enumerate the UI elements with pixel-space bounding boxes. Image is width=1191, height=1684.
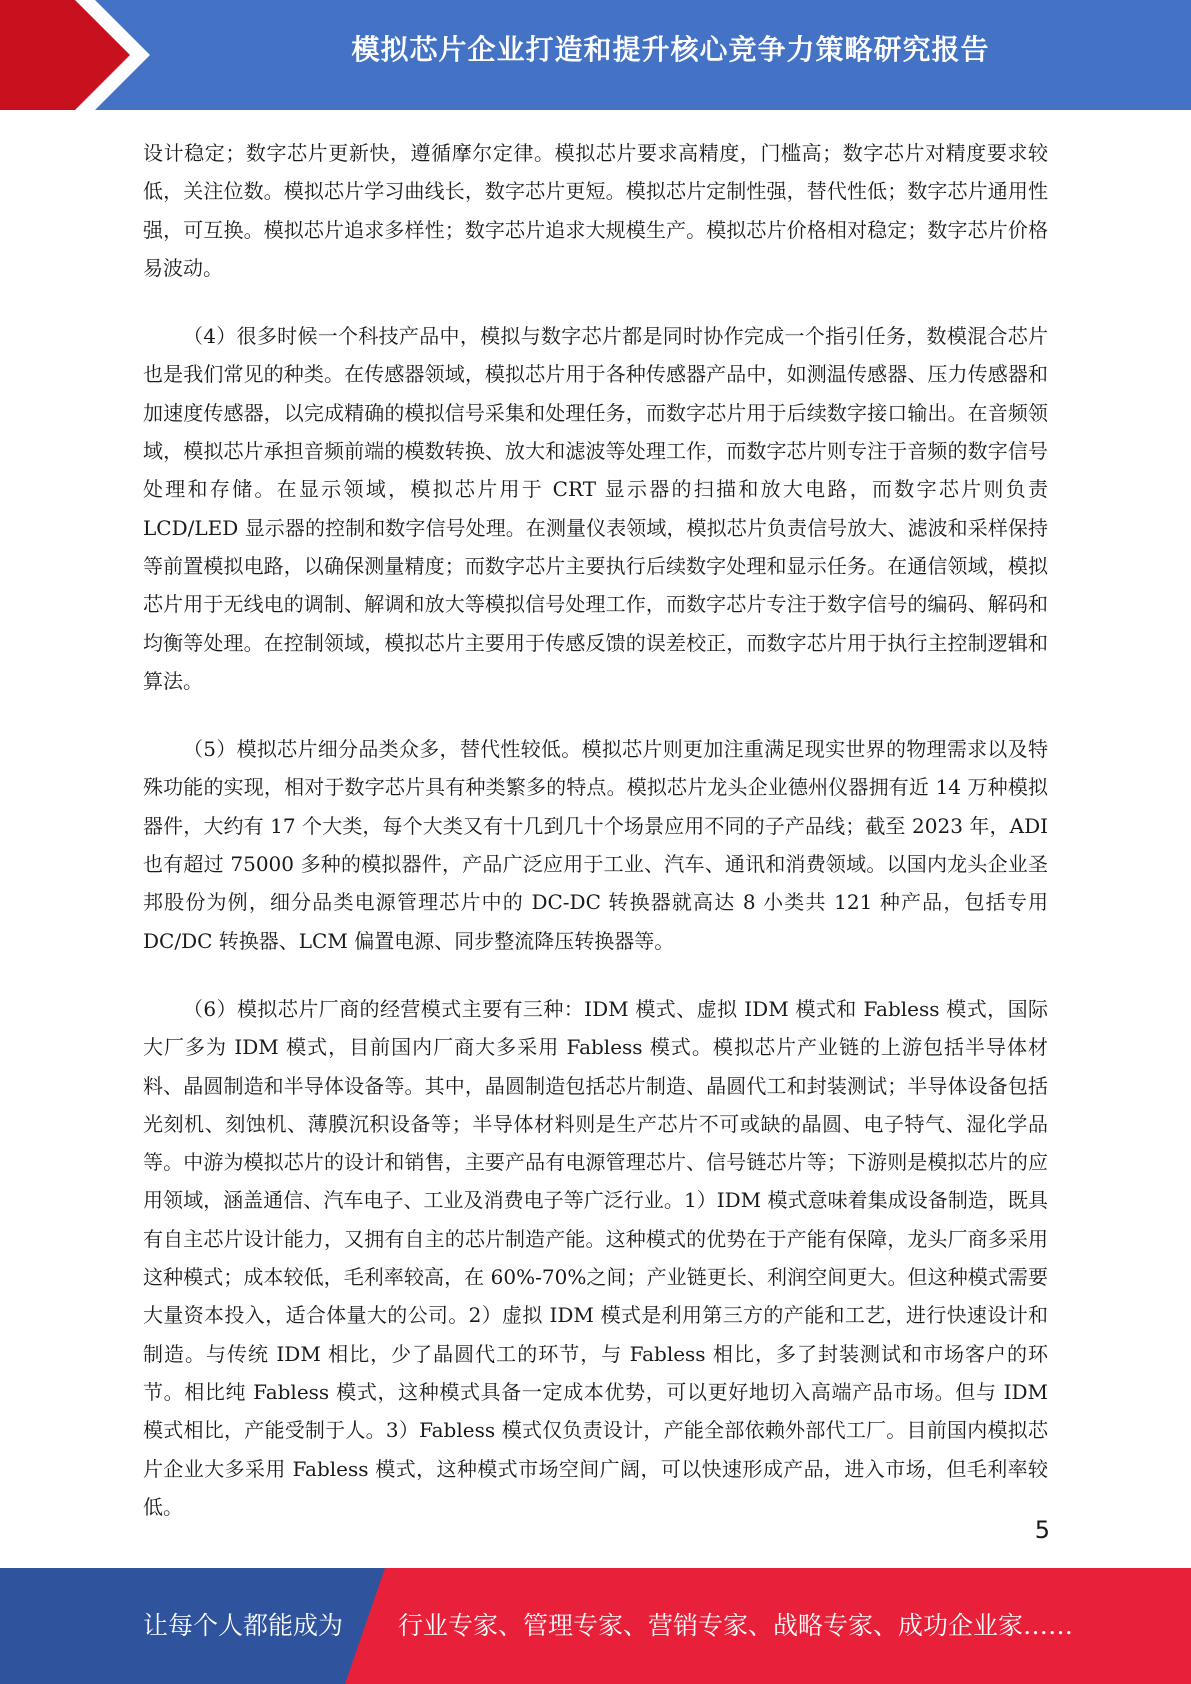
page-footer-banner xyxy=(0,1568,1191,1684)
footer-slogan-left: 让每个人都能成为 xyxy=(143,1611,344,1640)
paragraph-6: （6）模拟芯片厂商的经营模式主要有三种：IDM 模式、虚拟 IDM 模式和 Fabless 模式，国际大厂多为 IDM 模式，目前国内厂商大多采用 Fabless 模式。模拟芯片产业链的上游包括半导体材料、晶圆制造和半导体设备等。其中，晶圆制造包括芯片制造、晶圆代工和封装测试；半导体设备包括光刻机、刻蚀机、薄膜沉积设备等；半导体材料则是生产芯片不可或缺的晶圆、电子特气、湿化学品等。中游为模拟芯片的设计和销售，主要产品有电源管理芯片、信号链芯片等；下游则是模拟芯片的应用领域，涵盖通信、汽车电子、工业及消费电子等广泛行业。1）IDM 模式意味着集成设备制造，既具有自主芯片设计能力，又拥有自主的芯片制造产能。这种模式的优势在于产能有保障，龙头厂商多采用这种模式；成本较低，毛利率较高，在 60%-70%之间；产业链更长、利润空间更大。但这种模式需要大量资本投入，适合体量大的公司。2）虚拟 IDM 模式是利用第三方的产能和工艺，进行快速设计和制造。与传统 IDM 相比，少了晶圆代工的环节，与 Fabless 相比，多了封装测试和市场客户的环节。相比纯 Fabless 模式，这种模式具备一定成本优势，可以更好地切入高端产品市场。但与 IDM 模式相比，产能受制于人。3）Fabless 模式仅负责设计，产能全部依赖外部代工厂。目前国内模拟芯片企业大多采用 Fabless 模式，这种模式市场空间广阔，可以快速形成产品，进入市场，但毛利率较低。 xyxy=(143,996,1048,1519)
page-header-banner xyxy=(0,0,1191,110)
document-body xyxy=(143,134,1048,1556)
paragraph-5: （5）模拟芯片细分品类众多，替代性较低。模拟芯片则更加注重满足现实世界的物理需求以及特殊功能的实现，相对于数字芯片具有种类繁多的特点。模拟芯片龙头企业德州仪器拥有近 14 万种模拟器件，大约有 17 个大类，每个大类又有十几到几十个场景应用不同的子产品线；截至 2023 年，ADI 也有超过 75000 多种的模拟器件，产品广泛应用于工业、汽车、通讯和消费领域。以国内龙头企业圣邦股份为例，细分品类电源管理芯片中的 DC-DC 转换器就高达 8 小类共 121 种产品，包括专用 DC/DC 转换器、LCM 偏置电源、同步整流降压转换器等。 xyxy=(143,737,1048,953)
report-title: 模拟芯片企业打造和提升核心竞争力策略研究报告 xyxy=(351,33,990,66)
page-number: 5 xyxy=(1034,1516,1050,1544)
footer-slogan-right: 行业专家、管理专家、营销专家、战略专家、成功企业家…… xyxy=(398,1611,1074,1640)
paragraph-continued: 设计稳定；数字芯片更新快，遵循摩尔定律。模拟芯片要求高精度，门槛高；数字芯片对精度要求较低，关注位数。模拟芯片学习曲线长，数字芯片更短。模拟芯片定制性强，替代性低；数字芯片通用性强，可互换。模拟芯片追求多样性；数字芯片追求大规模生产。模拟芯片价格相对稳定；数字芯片价格易波动。 xyxy=(143,141,1048,280)
paragraph-4: （4）很多时候一个科技产品中，模拟与数字芯片都是同时协作完成一个指引任务，数模混合芯片也是我们常见的种类。在传感器领域，模拟芯片用于各种传感器产品中，如测温传感器、压力传感器和加速度传感器，以完成精确的模拟信号采集和处理任务，而数字芯片用于后续数字接口输出。在音频领域，模拟芯片承担音频前端的模数转换、放大和滤波等处理工作，而数字芯片则专注于音频的数字信号处理和存储。在显示领域，模拟芯片用于 CRT 显示器的扫描和放大电路，而数字芯片则负责 LCD/LED 显示器的控制和数字信号处理。在测量仪表领域，模拟芯片负责信号放大、滤波和采样保持等前置模拟电路，以确保测量精度；而数字芯片主要执行后续数字处理和显示任务。在通信领域，模拟芯片用于无线电的调制、解调和放大等模拟信号处理工作，而数字芯片专注于数字信号的编码、解码和均衡等处理。在控制领域，模拟芯片主要用于传感反馈的误差校正，而数字芯片用于执行主控制逻辑和算法。 xyxy=(143,324,1048,693)
